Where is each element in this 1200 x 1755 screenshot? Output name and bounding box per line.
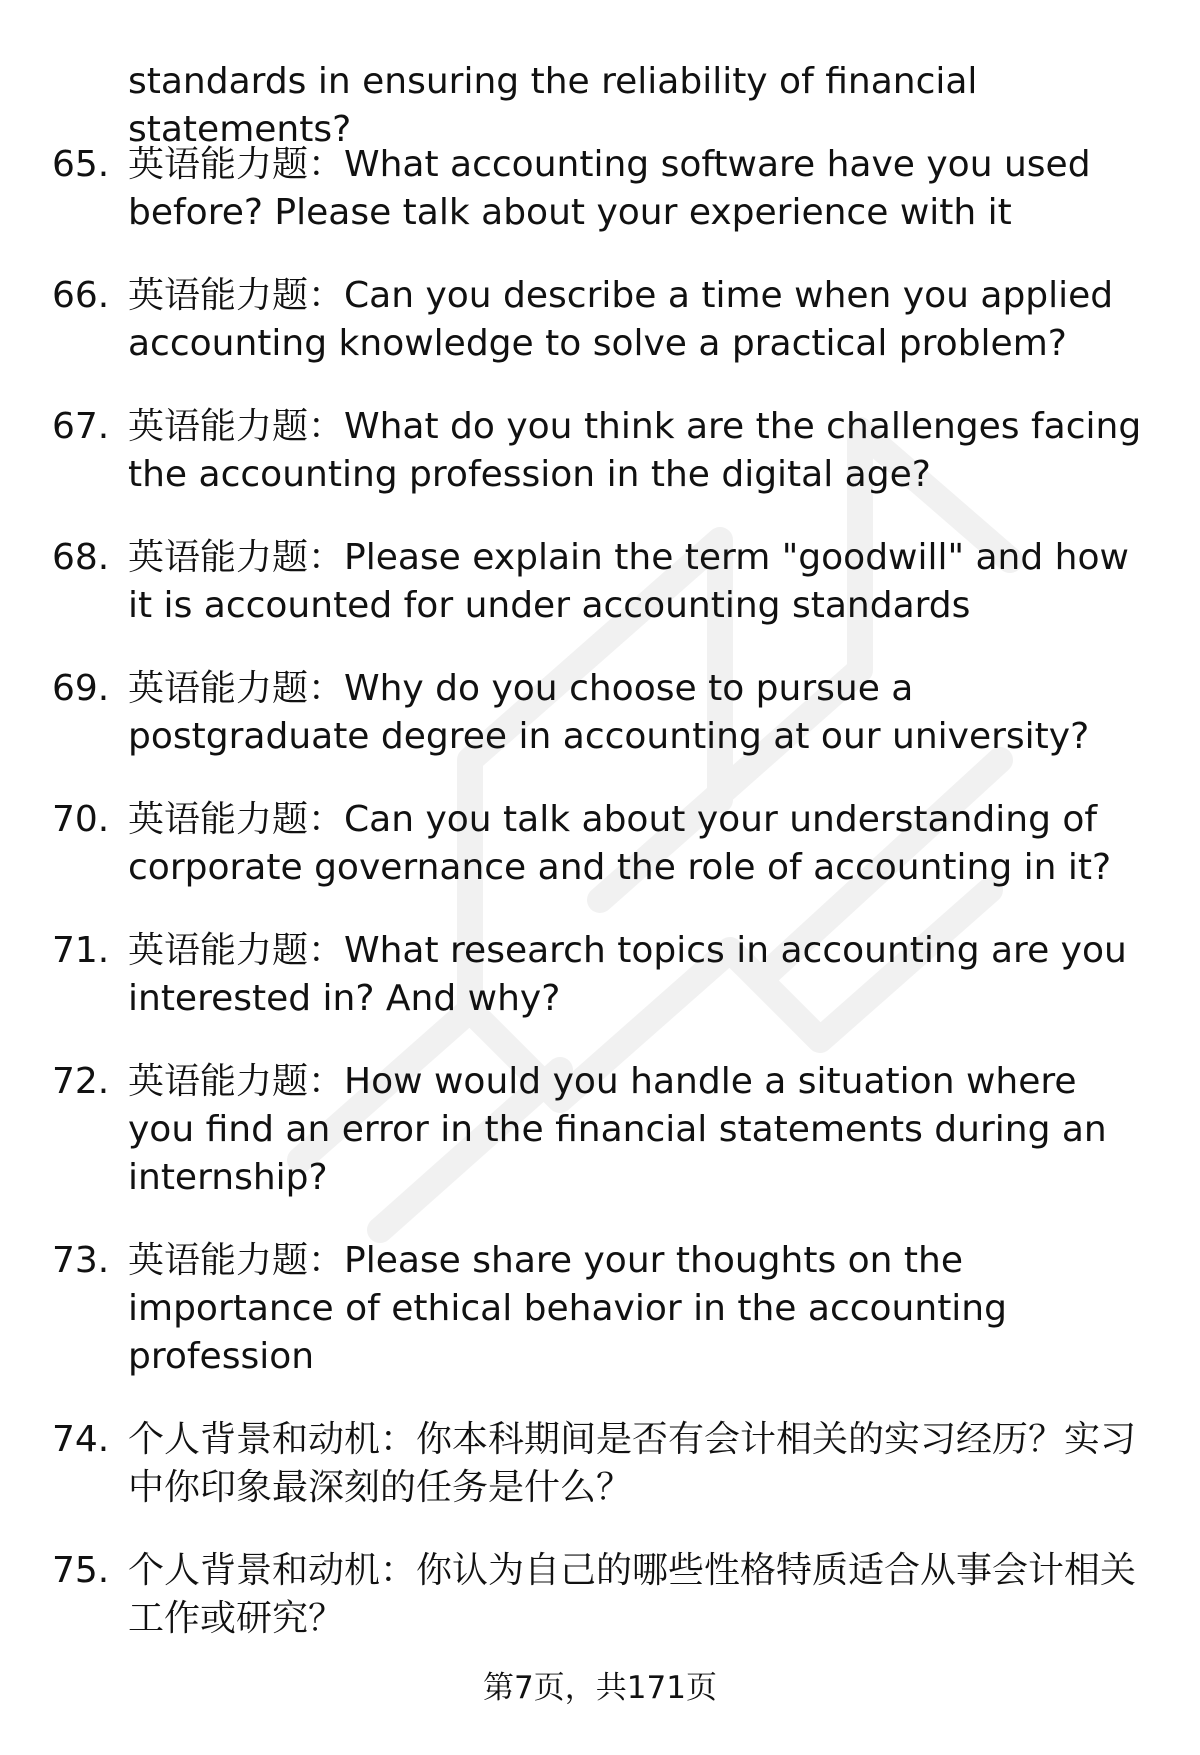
question-item (0, 403, 1200, 499)
question-item (0, 796, 1200, 892)
question-number: 67. (52, 406, 110, 447)
question-text: 个人背景和动机：你本科期间是否有会计相关的实习经历？实习中你印象最深刻的任务是什么？ (128, 1419, 1137, 1508)
question-text: 英语能力题：Please share your thoughts on the importance of ethical behavior in the accounting profession (128, 1240, 1007, 1377)
question-number: 65. (52, 144, 110, 185)
question-number: 68. (52, 537, 110, 578)
question-text: 英语能力题：How would you handle a situation where you find an error in the financial statements during an internship? (128, 1061, 1107, 1198)
question-number: 70. (52, 799, 110, 840)
question-text: 英语能力题：What research topics in accounting are you interested in? And why? (128, 930, 1127, 1019)
question-number: 66. (52, 275, 110, 316)
question-text: 英语能力题：Please explain the term "goodwill" and how it is accounted for under accounting standards (128, 537, 1129, 626)
question-item (0, 141, 1200, 237)
question-text: 英语能力题：What accounting software have you used before? Please talk about your experience with it (128, 144, 1091, 233)
question-text: 个人背景和动机：你认为自己的哪些性格特质适合从事会计相关工作或研究？ (128, 1550, 1137, 1639)
question-number: 74. (52, 1419, 110, 1460)
question-number: 71. (52, 930, 110, 971)
page-footer: 第7页，共171页 (483, 1670, 717, 1706)
question-text: 英语能力题：Can you describe a time when you applied accounting knowledge to solve a practical problem? (128, 275, 1114, 364)
question-item (0, 1416, 1200, 1512)
question-list (0, 141, 1200, 1678)
question-item (0, 665, 1200, 761)
question-text: 英语能力题：Why do you choose to pursue a postgraduate degree in accounting at our university? (128, 668, 1090, 757)
question-item (0, 1237, 1200, 1381)
question-item (0, 272, 1200, 368)
question-item (0, 927, 1200, 1023)
question-item (0, 1547, 1200, 1643)
question-item (0, 1058, 1200, 1202)
question-text: 英语能力题：What do you think are the challenges facing the accounting profession in the digital age? (128, 406, 1142, 495)
question-number: 72. (52, 1061, 110, 1102)
question-text: 英语能力题：Can you talk about your understanding of corporate governance and the role of accounting in it? (128, 799, 1112, 888)
question-number: 69. (52, 668, 110, 709)
question-number: 73. (52, 1240, 110, 1281)
question-number: 75. (52, 1550, 110, 1591)
continuation-text: standards in ensuring the reliability of financial statements? (128, 61, 978, 150)
question-item (0, 534, 1200, 630)
